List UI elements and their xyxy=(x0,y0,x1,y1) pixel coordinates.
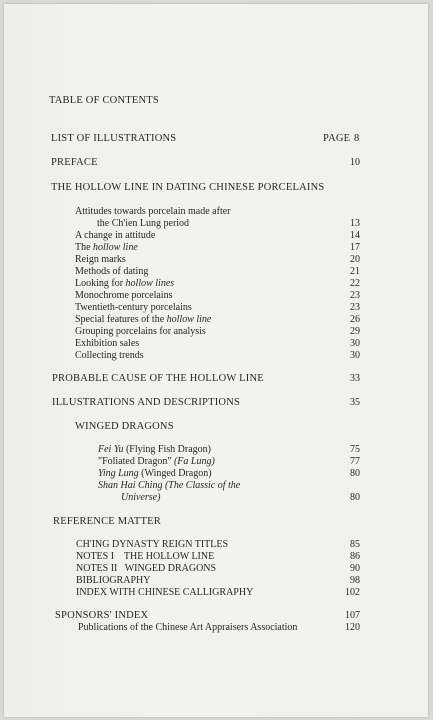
toc-subentry: A change in attitude xyxy=(75,230,156,241)
page-number: 98 xyxy=(350,575,360,586)
toc-subentry-dragon-cont: Universe) xyxy=(121,492,161,503)
toc-entry-publications: Publications of the Chinese Art Appraisers Association xyxy=(78,622,298,633)
page-number: 102 xyxy=(345,587,360,598)
toc-subentry: Monochrome porcelains xyxy=(75,290,173,301)
toc-subentry-dragon: Ying Lung (Winged Dragon) xyxy=(98,468,212,479)
toc-subentry-attitudes-cont: the Ch'ien Lung period xyxy=(97,218,190,229)
page-number: 85 xyxy=(350,539,360,550)
toc-subentry-reference: INDEX WITH CHINESE CALLIGRAPHY xyxy=(76,587,254,598)
toc-subentry: Exhibition sales xyxy=(75,338,140,349)
page-number: 8 xyxy=(354,133,360,144)
toc-subentry-reference: BIBLIOGRAPHY xyxy=(76,575,151,586)
toc-entry-hollow-line: THE HOLLOW LINE IN DATING CHINESE PORCELAINS xyxy=(51,182,325,193)
page-number: 26 xyxy=(350,314,360,325)
toc-subentry-reference: CH'ING DYNASTY REIGN TITLES xyxy=(76,539,229,550)
toc-entry-sponsors-index: SPONSORS' INDEX xyxy=(55,610,149,621)
page-number: 120 xyxy=(345,622,360,633)
page-number: 21 xyxy=(350,266,360,277)
page-number: 14 xyxy=(350,230,360,241)
page-number: 90 xyxy=(350,563,360,574)
toc-subentry: The hollow line xyxy=(75,242,138,253)
page-number: 13 xyxy=(350,218,360,229)
page-prefix: PAGE xyxy=(323,133,351,144)
toc-subentry-reference: NOTES I THE HOLLOW LINE xyxy=(76,551,215,562)
toc-subentry-attitudes: Attitudes towards porcelain made after xyxy=(75,206,231,217)
page-number: 80 xyxy=(350,492,360,503)
toc-entry-winged-dragons: WINGED DRAGONS xyxy=(75,421,174,432)
page-number: 22 xyxy=(350,278,360,289)
page-number: 17 xyxy=(350,242,360,253)
toc-subentry: Reign marks xyxy=(75,254,126,265)
page-number: 29 xyxy=(350,326,360,337)
toc-subentry: Looking for hollow lines xyxy=(75,278,175,289)
page-number: 23 xyxy=(350,302,360,313)
toc-subentry-dragon: "Foliated Dragon" (Fa Lung) xyxy=(98,456,215,467)
toc-entry-probable-cause: PROBABLE CAUSE OF THE HOLLOW LINE xyxy=(52,373,264,384)
toc-subentry-reference: NOTES II WINGED DRAGONS xyxy=(76,563,217,574)
page-number: 10 xyxy=(350,157,360,168)
toc-subentry: Collecting trends xyxy=(75,350,144,361)
page-number: 107 xyxy=(345,610,360,621)
toc-subentry-dragon: Shan Hai Ching (The Classic of the xyxy=(98,480,241,491)
toc-entry-preface: PREFACE xyxy=(51,157,98,168)
page-number: 80 xyxy=(350,468,360,479)
book-page xyxy=(4,4,428,717)
toc-subentry: Twentieth-century porcelains xyxy=(75,302,192,313)
page-number: 75 xyxy=(350,444,360,455)
page-number: 35 xyxy=(350,397,360,408)
page-number: 30 xyxy=(350,350,360,361)
page-number: 23 xyxy=(350,290,360,301)
page-number: 20 xyxy=(350,254,360,265)
toc-entry-list-of-illustrations: LIST OF ILLUSTRATIONS xyxy=(51,133,177,144)
toc-entry-illustrations: ILLUSTRATIONS AND DESCRIPTIONS xyxy=(52,397,241,408)
toc-subentry: Special features of the hollow line xyxy=(75,314,212,325)
toc-title: TABLE OF CONTENTS xyxy=(49,95,159,106)
toc-subentry: Methods of dating xyxy=(75,266,149,277)
toc-subentry-dragon: Fei Yu (Flying Fish Dragon) xyxy=(98,444,211,455)
page-number: 33 xyxy=(350,373,360,384)
page-number: 30 xyxy=(350,338,360,349)
page-number: 77 xyxy=(350,456,360,467)
toc-entry-reference-matter: REFERENCE MATTER xyxy=(53,516,161,527)
page-number: 86 xyxy=(350,551,360,562)
toc-subentry: Grouping porcelains for analysis xyxy=(75,326,206,337)
